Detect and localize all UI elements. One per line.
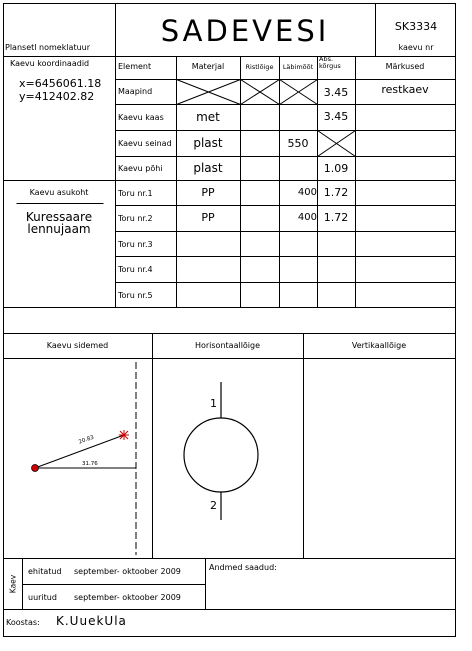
col-header-notes: Märkused xyxy=(385,62,425,71)
row-material: plast xyxy=(193,161,223,175)
location-line-2: lennujaam xyxy=(27,222,91,236)
row-diameter: 550 xyxy=(287,137,309,150)
built-date: september- oktoober 2009 xyxy=(74,567,181,576)
section-ties-label: Kaevu sidemed xyxy=(46,341,109,350)
measured-date: september- oktoober 2009 xyxy=(74,593,181,602)
col-header-material: Materjal xyxy=(191,62,225,71)
row-element: Toru nr.5 xyxy=(118,291,153,300)
tie-distance-1: 20.83 xyxy=(78,434,95,446)
pipe-2-label: 2 xyxy=(210,499,217,512)
col-header-cross-slope: Ristlõige xyxy=(245,63,274,71)
pipe-1-label: 1 xyxy=(210,397,217,410)
horizontal-section-sketch xyxy=(184,382,258,520)
col-header-element: Element xyxy=(118,62,152,71)
page-title: SADEVESI xyxy=(160,14,330,48)
row-element: Toru nr.4 xyxy=(118,265,153,274)
row-diameter: 400 xyxy=(297,187,317,198)
ties-sketch xyxy=(32,362,137,555)
section-horizontal-label: Horisontaallõige xyxy=(194,341,261,350)
reference-point-marker xyxy=(119,430,129,440)
row-element: Toru nr.1 xyxy=(118,189,153,198)
row-element: Kaevu kaas xyxy=(118,113,164,122)
well-marker xyxy=(32,465,39,472)
row-abs-height: 1.09 xyxy=(323,162,349,175)
row-material: PP xyxy=(201,211,215,224)
row-element: Toru nr.3 xyxy=(118,240,153,249)
coordinate-x: x=6456061.18 xyxy=(19,77,102,90)
row-notes: restkaev xyxy=(381,83,429,96)
compiled-by: K.UuekUla xyxy=(56,614,127,628)
row-material: met xyxy=(196,110,220,124)
well-number-label: kaevu nr xyxy=(398,43,434,52)
row-abs-height: 1.72 xyxy=(323,186,349,199)
plan-nomenclature-label: Plansetl nomeklatuur xyxy=(5,43,91,52)
location-label: Kaevu asukoht xyxy=(29,188,89,197)
row-diameter: 400 xyxy=(297,212,317,223)
row-material: plast xyxy=(193,136,223,150)
built-label: ehitatud xyxy=(28,567,62,576)
coordinates-label: Kaevu koordinaadid xyxy=(10,59,90,68)
data-source-label: Andmed saadud: xyxy=(209,563,277,572)
location-line-1: Kuressaare xyxy=(25,210,93,224)
col-header-diameter: Läbimõõt xyxy=(282,63,314,71)
section-vertical-label: Vertikaallõige xyxy=(351,341,407,350)
well-number: SK3334 xyxy=(394,20,438,33)
row-element: Toru nr.2 xyxy=(118,214,153,223)
compiled-label: Koostas: xyxy=(6,618,40,627)
footer-side-label: Kaev xyxy=(8,574,18,594)
row-abs-height: 1.72 xyxy=(323,211,349,224)
measured-label: uuritud xyxy=(28,593,57,602)
row-material: PP xyxy=(201,186,215,199)
row-element: Kaevu seinad xyxy=(118,139,172,148)
well-cross-section-circle xyxy=(184,418,258,492)
row-element: Kaevu põhi xyxy=(118,164,163,173)
row-element: Maapind xyxy=(118,87,153,96)
col-header-abs-height: Abs. kõrgus xyxy=(319,55,341,70)
row-abs-height: 3.45 xyxy=(323,110,349,123)
row-abs-height: 3.45 xyxy=(323,86,349,99)
tie-distance-2: 31.76 xyxy=(82,461,98,467)
coordinate-y: y=412402.82 xyxy=(19,90,95,103)
